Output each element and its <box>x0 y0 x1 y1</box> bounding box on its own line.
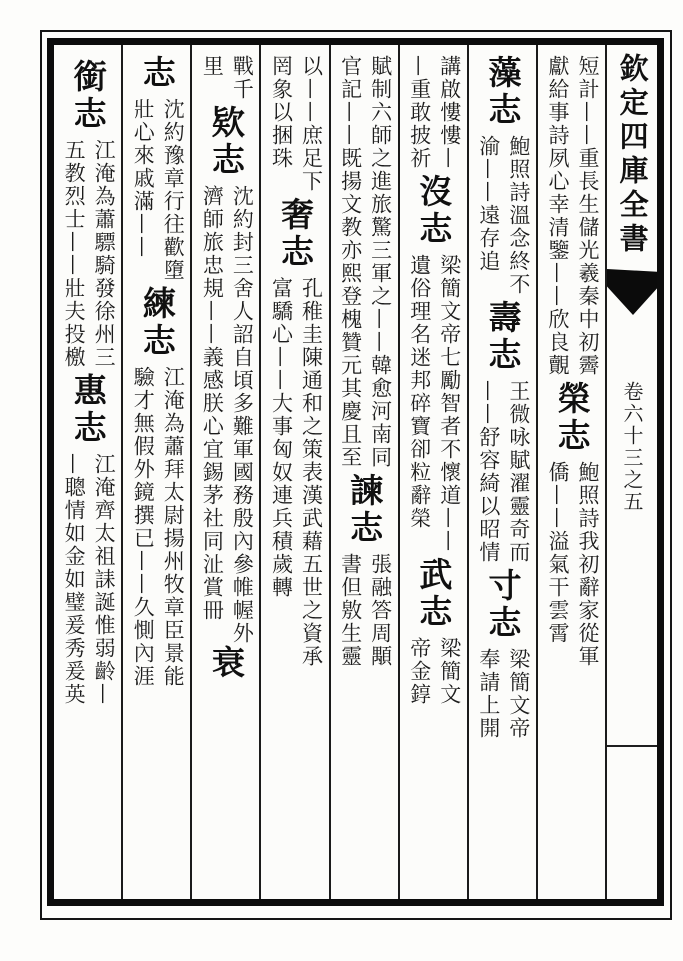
annotation-line-right: 鮑照詩我初辭家從軍 <box>575 461 600 668</box>
annotation-line-left: ——舒容綺以昭情 <box>476 380 501 564</box>
annotation-pair <box>538 55 605 377</box>
annotation-line-right: 鮑照詩溫念終不 <box>506 135 531 296</box>
annotation-pair <box>469 648 536 740</box>
annotation-line-right: 沈約封三舍人詔自頃多難軍國務殷內參帷幄外 <box>230 185 255 645</box>
entry-heading: 沒志 <box>414 174 454 248</box>
entry-heading: 壽志 <box>483 300 523 374</box>
text-column-7 <box>123 45 192 899</box>
annotation-line-right: 梁簡文 <box>437 637 462 706</box>
entry-heading: 衰 <box>206 645 246 682</box>
annotation-pair <box>469 380 536 564</box>
annotation-pair <box>54 453 121 706</box>
annotation-line-right: 沈約豫章行往歡墮 <box>161 98 186 282</box>
annotation-line-right: 梁簡文帝 <box>506 648 531 740</box>
annotation-pair <box>400 637 467 706</box>
text-column-8 <box>54 45 123 899</box>
entry-heading: 志 <box>137 55 177 92</box>
annotation-line-right: 戰千 <box>230 55 255 101</box>
text-column-5 <box>261 45 330 899</box>
annotation-line-left: 僑——溢氣干雲霄 <box>545 461 570 645</box>
annotation-pair <box>400 55 467 170</box>
book-title: 欽定四庫全書 <box>615 53 650 257</box>
annotation-line-left: 奉請上開 <box>476 648 501 740</box>
text-column-3 <box>400 45 469 899</box>
annotation-line-left: 書但敫生靈 <box>338 553 363 668</box>
annotation-line-right: 賦制六師之進旅驚三軍之——韓愈河南同 <box>368 55 393 469</box>
annotation-line-right: 梁簡文帝七勵智者不懷道—— <box>437 254 462 553</box>
annotation-line-right: 孔稚圭陳通和之策表漢武藉五世之資承 <box>299 277 324 668</box>
annotation-line-left: 五教烈士——壯夫投檄 <box>62 139 87 369</box>
annotation-line-left: 里 <box>200 55 225 78</box>
volume-label: 卷六十三之五 <box>620 381 644 513</box>
annotation-pair <box>400 254 467 553</box>
annotation-line-left: 壯心來戚滿—— <box>131 98 156 259</box>
annotation-pair <box>538 461 605 668</box>
entry-heading: 寸志 <box>483 568 523 642</box>
center-fold-rule <box>607 745 657 747</box>
annotation-line-left: 罔象以捆珠 <box>269 55 294 170</box>
annotation-line-left: 渝——遠存追 <box>476 135 501 273</box>
annotation-pair <box>123 98 190 282</box>
entry-heading: 武志 <box>414 557 454 631</box>
annotation-line-left: —聰情如金如璧爰秀爰英 <box>62 453 87 706</box>
annotation-line-left: 驗才無假外鏡撰已——久惻內涯 <box>131 366 156 688</box>
text-column-4 <box>331 45 400 899</box>
annotation-line-right: 講啟慺慺— <box>437 55 462 170</box>
annotation-pair <box>331 553 398 668</box>
annotation-pair <box>469 135 536 296</box>
title-column <box>607 45 657 899</box>
entry-heading: 練志 <box>137 286 177 360</box>
annotation-pair <box>261 277 328 668</box>
page-frame <box>47 38 664 906</box>
annotation-line-left: 遺俗理名迷邦碎寶卻粒辭榮 <box>407 254 432 530</box>
annotation-pair <box>54 139 121 369</box>
annotation-line-right: 以——庶足下 <box>299 55 324 193</box>
text-column-6 <box>192 45 261 899</box>
fishtail-icon <box>607 269 657 315</box>
text-column-2 <box>469 45 538 899</box>
annotation-line-right: 王微咏賦濯靈奇而 <box>506 380 531 564</box>
entry-heading: 欵志 <box>206 105 246 179</box>
annotation-line-left: 濟師旅忠規——義感朕心宜錫茅社同沚賞冊 <box>200 185 225 622</box>
annotation-pair <box>123 366 190 688</box>
entry-heading: 奢志 <box>276 197 316 271</box>
annotation-line-right: 江淹為蕭驃騎發徐州三 <box>92 139 117 369</box>
annotation-line-left: 官記——既揚文教亦熙登槐贊元其慶且至 <box>338 55 363 469</box>
annotation-pair <box>331 55 398 469</box>
annotation-pair <box>192 185 259 645</box>
entry-heading: 銜志 <box>68 59 108 133</box>
annotation-line-right: 江淹齊太祖誄誕惟弱齡— <box>92 453 117 706</box>
entry-heading: 藻志 <box>483 55 523 129</box>
annotation-line-left: 富驕心——大事匈奴連兵積歲轉 <box>269 277 294 599</box>
text-column-1 <box>538 45 607 899</box>
annotation-line-left: —重敢披祈 <box>407 55 432 170</box>
annotation-line-left: 帝金錞 <box>407 637 432 706</box>
annotation-line-right: 張融答周顒 <box>368 553 393 668</box>
entry-heading: 諫志 <box>345 473 385 547</box>
annotation-line-right: 短計——重長生儲光羲秦中初霽 <box>575 55 600 377</box>
entry-heading: 惠志 <box>68 373 108 447</box>
annotation-pair <box>261 55 328 193</box>
annotation-line-left: 獻給事詩夙心幸清鑒——欣良覿 <box>545 55 570 377</box>
annotation-pair <box>192 55 259 101</box>
entry-heading: 榮志 <box>552 381 592 455</box>
annotation-line-right: 江淹為蕭拜太尉揚州牧章臣景能 <box>161 366 186 688</box>
